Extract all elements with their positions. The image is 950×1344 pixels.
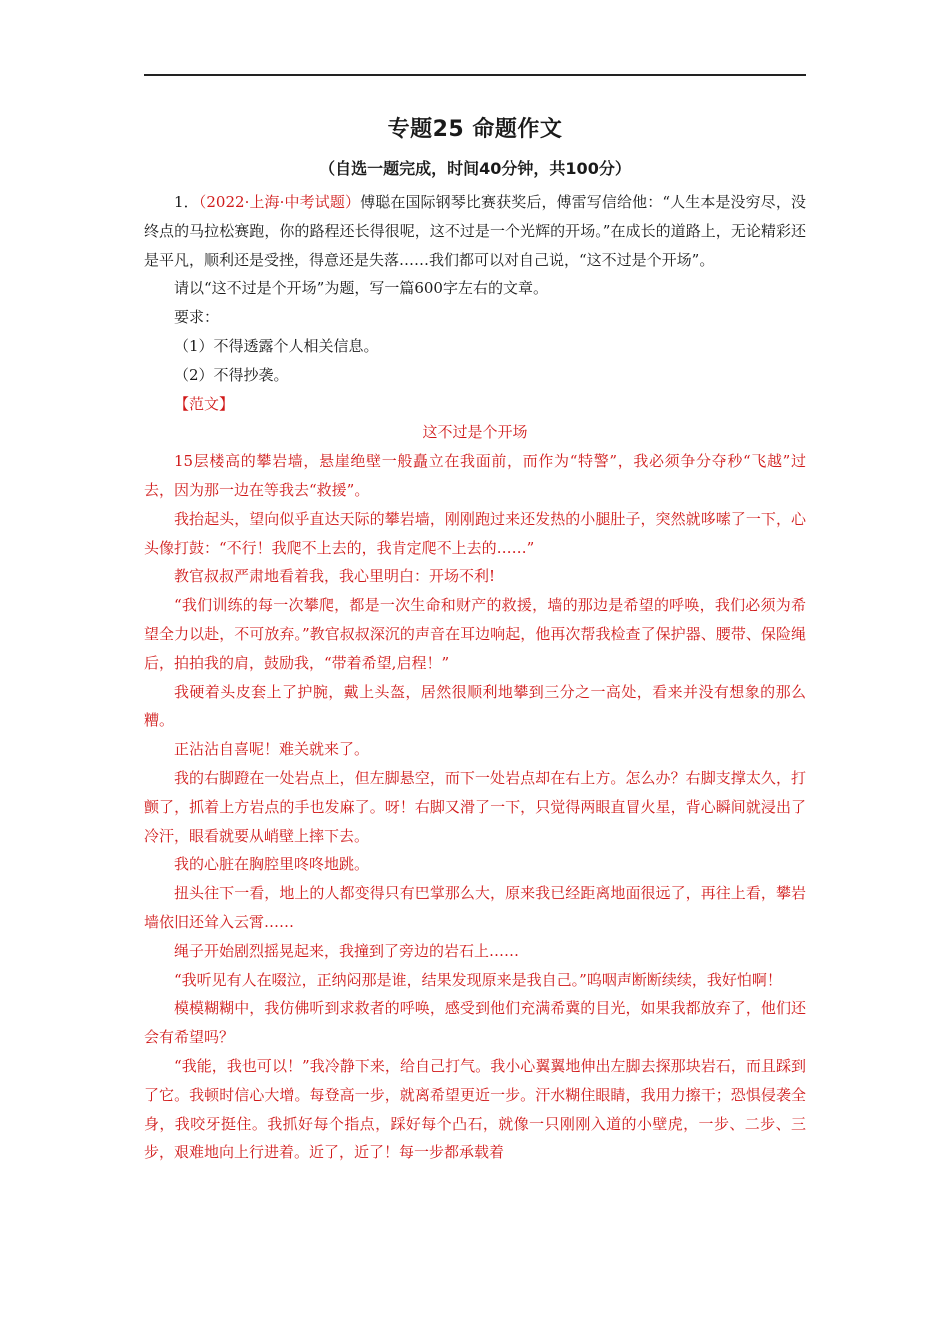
question-prompt: 傅聪在国际钢琴比赛获奖后，傅雷写信给他：“人生本是没穷尽，没终点的马拉松赛跑，你的路程还长得很呢，这不过是一个光辉的开场。”在成长的道路上，无论精彩还是平凡，顺利还是受挫，得意还是失落……我们都可以对自己说，“这不过是个开场”。: [144, 193, 807, 269]
page-title: 专题25 命题作文: [387, 117, 563, 142]
requirement-item: （1）不得透露个人相关信息。: [174, 336, 379, 355]
essay-paragraph: 教官叔叔严肃地看着我，我心里明白：开场不利!: [174, 567, 496, 586]
essay-paragraph: 15层楼高的攀岩墙，悬崖绝壁一般矗立在我面前，而作为“特警”，我必须争分夺秒“飞越”过去，因为那一边在等我去“救援”。: [144, 452, 806, 499]
essay-paragraph: 我的心脏在胸腔里咚咚地跳。: [174, 855, 370, 874]
essay-paragraph: “我们训练的每一次攀爬，都是一次生命和财产的救援，墙的那边是希望的呼唤，我们必须为希望全力以赴，不可放弃。”教官叔叔深沉的声音在耳边响起，他再次帮我检查了保护器、腰带、保险绳后，拍拍我的肩，鼓励我，“带着希望,启程！”: [144, 596, 806, 672]
question-source: （2022·上海·中考试题）: [198, 193, 361, 211]
page-subtitle: （自选一题完成，时间40分钟，共100分）: [319, 159, 631, 178]
essay-paragraph: 绳子开始剧烈摇晃起来，我撞到了旁边的岩石上……: [174, 941, 520, 960]
question-paragraph: [144, 188, 806, 274]
document-body: [144, 188, 806, 1167]
essay-paragraph: 模模糊糊中，我仿佛听到求救者的呼唤，感受到他们充满希冀的目光，如果我都放弃了，他们还会有希望吗？: [144, 999, 806, 1047]
essay-paragraph: 我的右脚蹬在一处岩点上，但左脚悬空，而下一处岩点却在右上方。怎么办？右脚支撑太久，打颤了，抓着上方岩点的手也发麻了。呀！右脚又滑了一下，只觉得两眼直冒火星，背心瞬间就浸出了冷汗，眼看就要从峭壁上摔下去。: [144, 768, 806, 845]
essay-paragraph: 我硬着头皮套上了护腕，戴上头盔，居然很顺利地攀到三分之一高处，看来并没有想象的那么糟。: [144, 682, 806, 730]
requirements-label: 要求：: [174, 308, 220, 327]
header-rule: [144, 74, 806, 76]
essay-label: 【范文】: [174, 394, 235, 413]
essay-paragraph: 我抬起头，望向似乎直达天际的攀岩墙，刚刚跑过来还发热的小腿肚子，突然就哆嗦了一下，心头像打鼓：“不行！我爬不上去的，我肯定爬不上去的……”: [144, 509, 806, 557]
question-instruction: 请以“这不过是个开场”为题，写一篇600字左右的文章。: [174, 279, 548, 298]
essay-paragraph: 正沾沾自喜呢！难关就来了。: [174, 740, 370, 759]
essay-paragraph: 扭头往下一看，地上的人都变得只有巴掌那么大，原来我已经距离地面很远了，再往上看，攀岩墙依旧还耸入云霄……: [144, 884, 806, 931]
essay-title: 这不过是个开场: [422, 423, 528, 442]
essay-paragraph: “我听见有人在啜泣，正纳闷那是谁，结果发现原来是我自己。”呜咽声断断续续，我好怕啊！: [174, 970, 782, 989]
question-number: 1．: [174, 193, 199, 211]
essay-paragraph: “我能，我也可以！”我冷静下来，给自己打气。我小心翼翼地伸出左脚去探那块岩石，而且踩到了它。我顿时信心大增。每登高一步，就离希望更近一步。汗水糊住眼睛，我用力擦干；恐惧侵袭全身，我咬牙挺住。我抓好每个指点，踩好每个凸石，就像一只刚刚入道的小壁虎，一步、二步、三步，艰难地向上行进着。近了，近了！每一步都承载着: [144, 1056, 806, 1162]
requirement-item: （2）不得抄袭。: [174, 365, 289, 384]
